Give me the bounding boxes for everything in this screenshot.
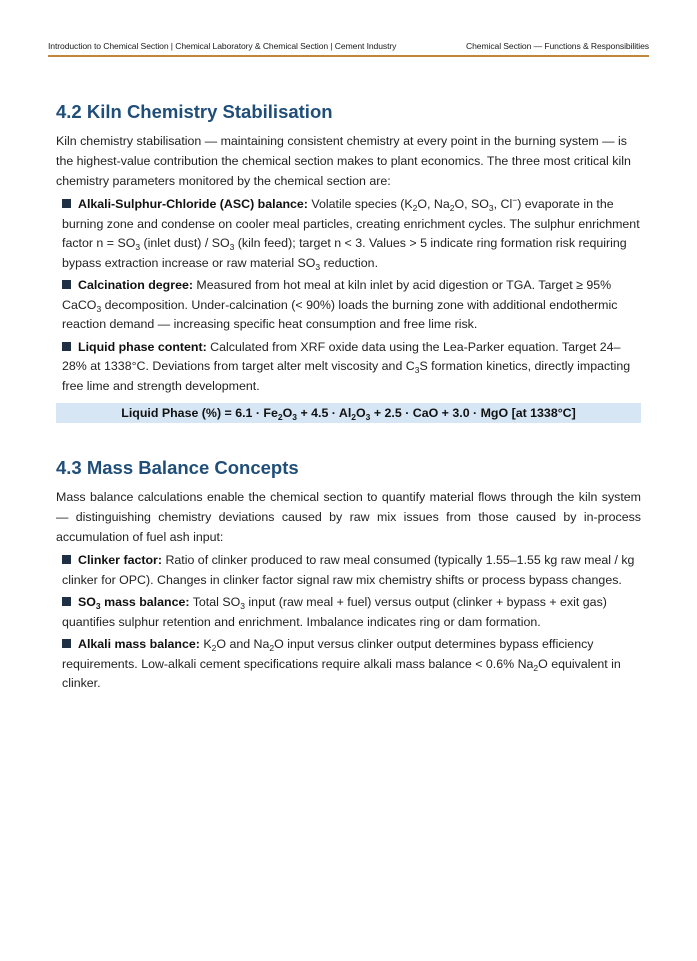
bullet-text: Measured from hot meal at kiln inlet by acid digestion or TGA. Target ≥ 95% CaCO$_3$ decomposition. Under-calcination (< 90%) loads the burning zone with additional endothermic reaction demand — increasing specific heat consumption and free lime risk. [62,278,618,331]
liquid-phase-formula: Liquid Phase (%) = $6.1 \cdot Fe_2O_3 + 4.5 \cdot Al_2O_3 + 2.5$ · CaO + 3.0 · MgO [at 1338°C] [56,403,641,423]
running-header [48,41,649,51]
bullet-so3-mass-balance [62,593,641,632]
section-4-2-bullet-list [56,195,641,396]
bullet-text: $K_2O$ and $Na_2O$ input versus clinker output determines bypass efficiency requirements. Low-alkali cement specifications require alkali mass balance < 0.6% $Na_2O$ equivalent in clinker. [62,637,621,690]
square-bullet-icon [62,639,71,648]
bullet-calcination-degree [62,276,641,335]
bullet-label: $SO_3$ mass balance: [78,595,190,611]
section-4-3-heading: 4.3 Mass Balance Concepts [56,457,299,478]
square-bullet-icon [62,199,71,208]
bullet-liquid-phase [62,338,641,397]
bullet-clinker-factor [62,551,641,590]
section-4-2 [56,101,641,423]
header-rule [48,55,649,57]
bullet-label: Alkali mass balance: [78,637,200,651]
bullet-text: Total $SO_3$ input (raw meal + fuel) versus output (clinker + bypass + exit gas) quantifies sulphur retention and enrichment. Imbalance indicates ring or dam formation. [62,595,607,629]
bullet-alkali-mass-balance [62,635,641,694]
bullet-label: Alkali-Sulphur-Chloride (ASC) balance: [78,197,308,211]
section-4-3-intro: Mass balance calculations enable the chemical section to quantify material flows through the kiln system — distinguishing chemistry deviations caused by raw mix issues from those caused by in-process accumulation of fuel ash input: [56,490,641,544]
section-4-3-bullet-list [56,551,641,694]
bullet-label: Calcination degree: [78,278,193,292]
section-4-2-intro: Kiln chemistry stabilisation — maintaining consistent chemistry at every point in the burning system — is the highest-value contribution the chemical section makes to plant economics. The three most critical kiln chemistry parameters monitored by the chemical section are: [56,134,631,188]
bullet-text: Volatile species ($K_2O$, $Na_2O$, $SO_3$, Cl−) evaporate in the burning zone and condense on cooler meal particles, creating enrichment cycles. The sulphur enrichment factor $n = SO_3$ (inlet dust) / $SO_3$ (kiln feed); target n < 3. Values > 5 indicate ring formation risk requiring bypass extraction increase or raw material $SO_3$ reduction. [62,195,640,272]
square-bullet-icon [62,342,71,351]
section-4-2-heading: 4.2 Kiln Chemistry Stabilisation [56,101,333,122]
bullet-label: Liquid phase content: [78,339,207,354]
header-left-text: Introduction to Chemical Section | Chemical Laboratory & Chemical Section | Cement Industry [48,41,397,51]
section-4-3 [56,457,641,694]
bullet-text: Ratio of clinker produced to raw meal consumed (typically 1.55–1.55 kg raw meal / kg clinker for OPC). Changes in clinker factor signal raw mix chemistry shifts or process bypass changes. [62,553,635,587]
page-content [56,101,641,697]
square-bullet-icon [62,555,71,564]
header-right-text: Chemical Section — Functions & Responsibilities [465,41,649,51]
bullet-text: Calculated from XRF oxide data using the Lea-Parker equation. Target 24–28% at 1338°C. Deviations from target alter melt viscosity and $C_3S$ formation kinetics, directly impacting free lime and strength development. [62,339,631,393]
square-bullet-icon [62,280,71,289]
bullet-asc-balance [62,195,641,273]
bullet-label: Clinker factor: [78,553,162,567]
square-bullet-icon [62,597,71,606]
